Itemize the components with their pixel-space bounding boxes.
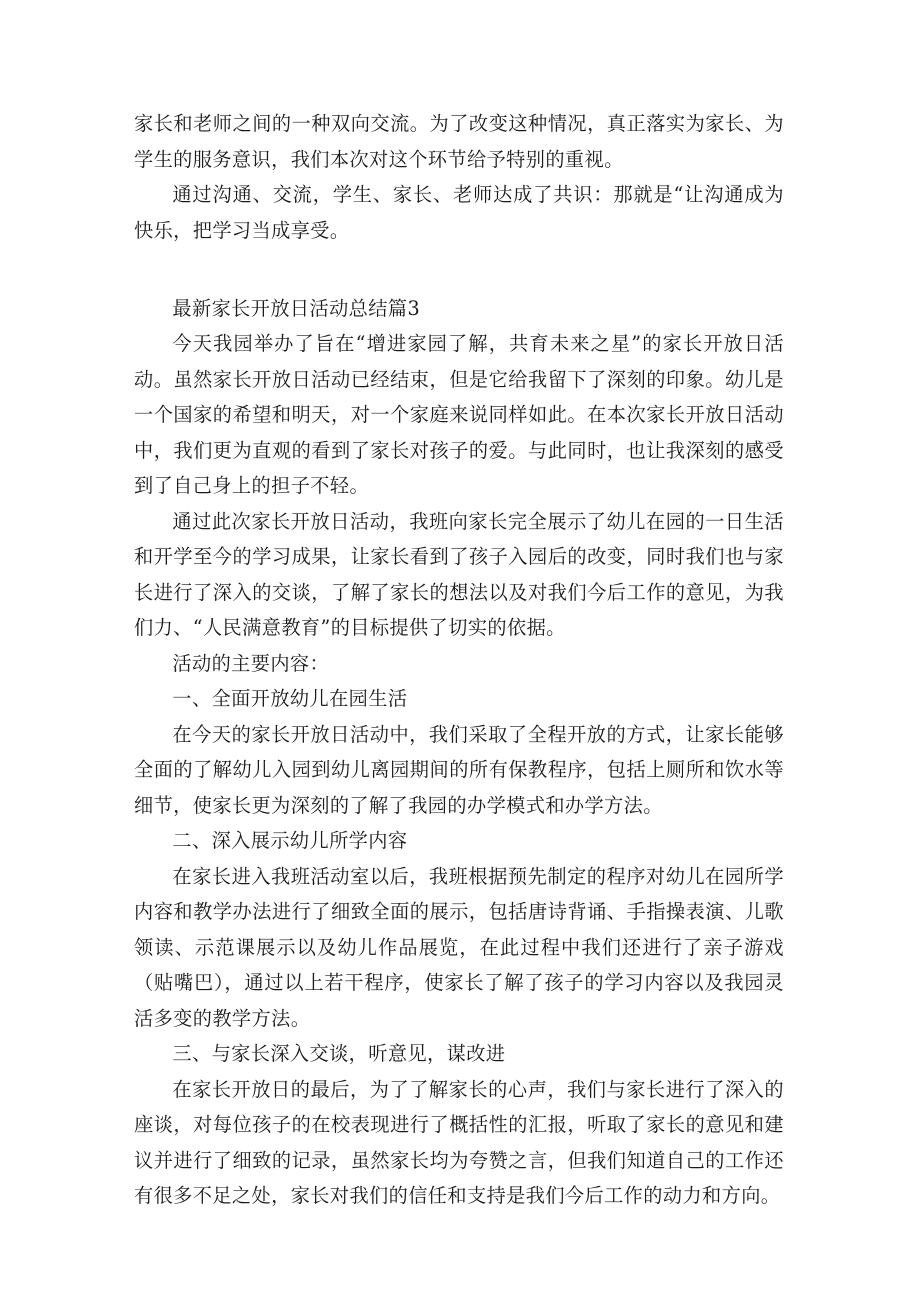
section-paragraph-7: 在家长进入我班活动室以后，我班根据预先制定的程序对幼儿在园所学内容和教学办法进行了细致全面的展示，包括唐诗背诵、手指操表演、儿歌领读、示范课展示以及幼儿作品展览，在此过程中我们还进行了亲子游戏（贴嘴巴），通过以上若干程序，使家长了解了孩子的学习内容以及我园灵活多变的教学方法。 bbox=[134, 864, 784, 1030]
section-paragraph-1: 今天我园举办了旨在“增进家园了解，共育未来之星”的家长开放日活动。虽然家长开放日活动已经结束，但是它给我留下了深刻的印象。幼儿是一个国家的希望和明天，对一个家庭来说同样如此。在本次家长开放日活动中，我们更为直观的看到了家长对孩子的爱。与此同时，也让我深刻的感受到了自己身上的担子不轻。 bbox=[134, 332, 784, 497]
section-paragraph-9: 在家长开放日的最后，为了了解家长的心声，我们与家长进行了深入的座谈，对每位孩子的在校表现进行了概括性的汇报，听取了家长的意见和建议并进行了细致的记录，虽然家长均为夸赞之言，但我们知道自己的工作还有很多不足之处，家长对我们的信任和支持是我们今后工作的动力和方向。 bbox=[134, 1077, 784, 1207]
section-paragraph-2: 通过此次家长开放日活动，我班向家长完全展示了幼儿在园的一日生活和开学至今的学习成果，让家长看到了孩子入园后的改变，同时我们也与家长进行了深入的交谈，了解了家长的想法以及对我们今后工作的意见，为我们力、“人民满意教育”的目标提供了切实的依据。 bbox=[134, 509, 784, 639]
subheading-1: 一、全面开放幼儿在园生活 bbox=[172, 687, 408, 710]
document-body bbox=[134, 106, 784, 1214]
blank-line bbox=[134, 248, 784, 284]
subheading-2: 二、深入展示幼儿所学内容 bbox=[172, 829, 408, 852]
section-title: 最新家长开放日活动总结篇3 bbox=[172, 296, 421, 320]
section-paragraph-3: 活动的主要内容： bbox=[172, 651, 330, 675]
section-paragraph-5: 在今天的家长开放日活动中，我们采取了全程开放的方式，让家长能够全面的了解幼儿入园到幼儿离园期间的所有保教程序，包括上厕所和饮水等细节，使家长更为深刻的了解了我园的办学模式和办学方法。 bbox=[134, 722, 784, 817]
subheading-3: 三、与家长深入交谈，听意见，谋改进 bbox=[172, 1042, 506, 1065]
intro-paragraph-1: 家长和老师之间的一种双向交流。为了改变这种情况，真正落实为家长、为学生的服务意识，我们本次对这个环节给予特别的重视。 bbox=[134, 112, 784, 171]
intro-paragraph-2: 通过沟通、交流，学生、家长、老师达成了共识：那就是“让沟通成为快乐，把学习当成享受。 bbox=[134, 183, 784, 242]
